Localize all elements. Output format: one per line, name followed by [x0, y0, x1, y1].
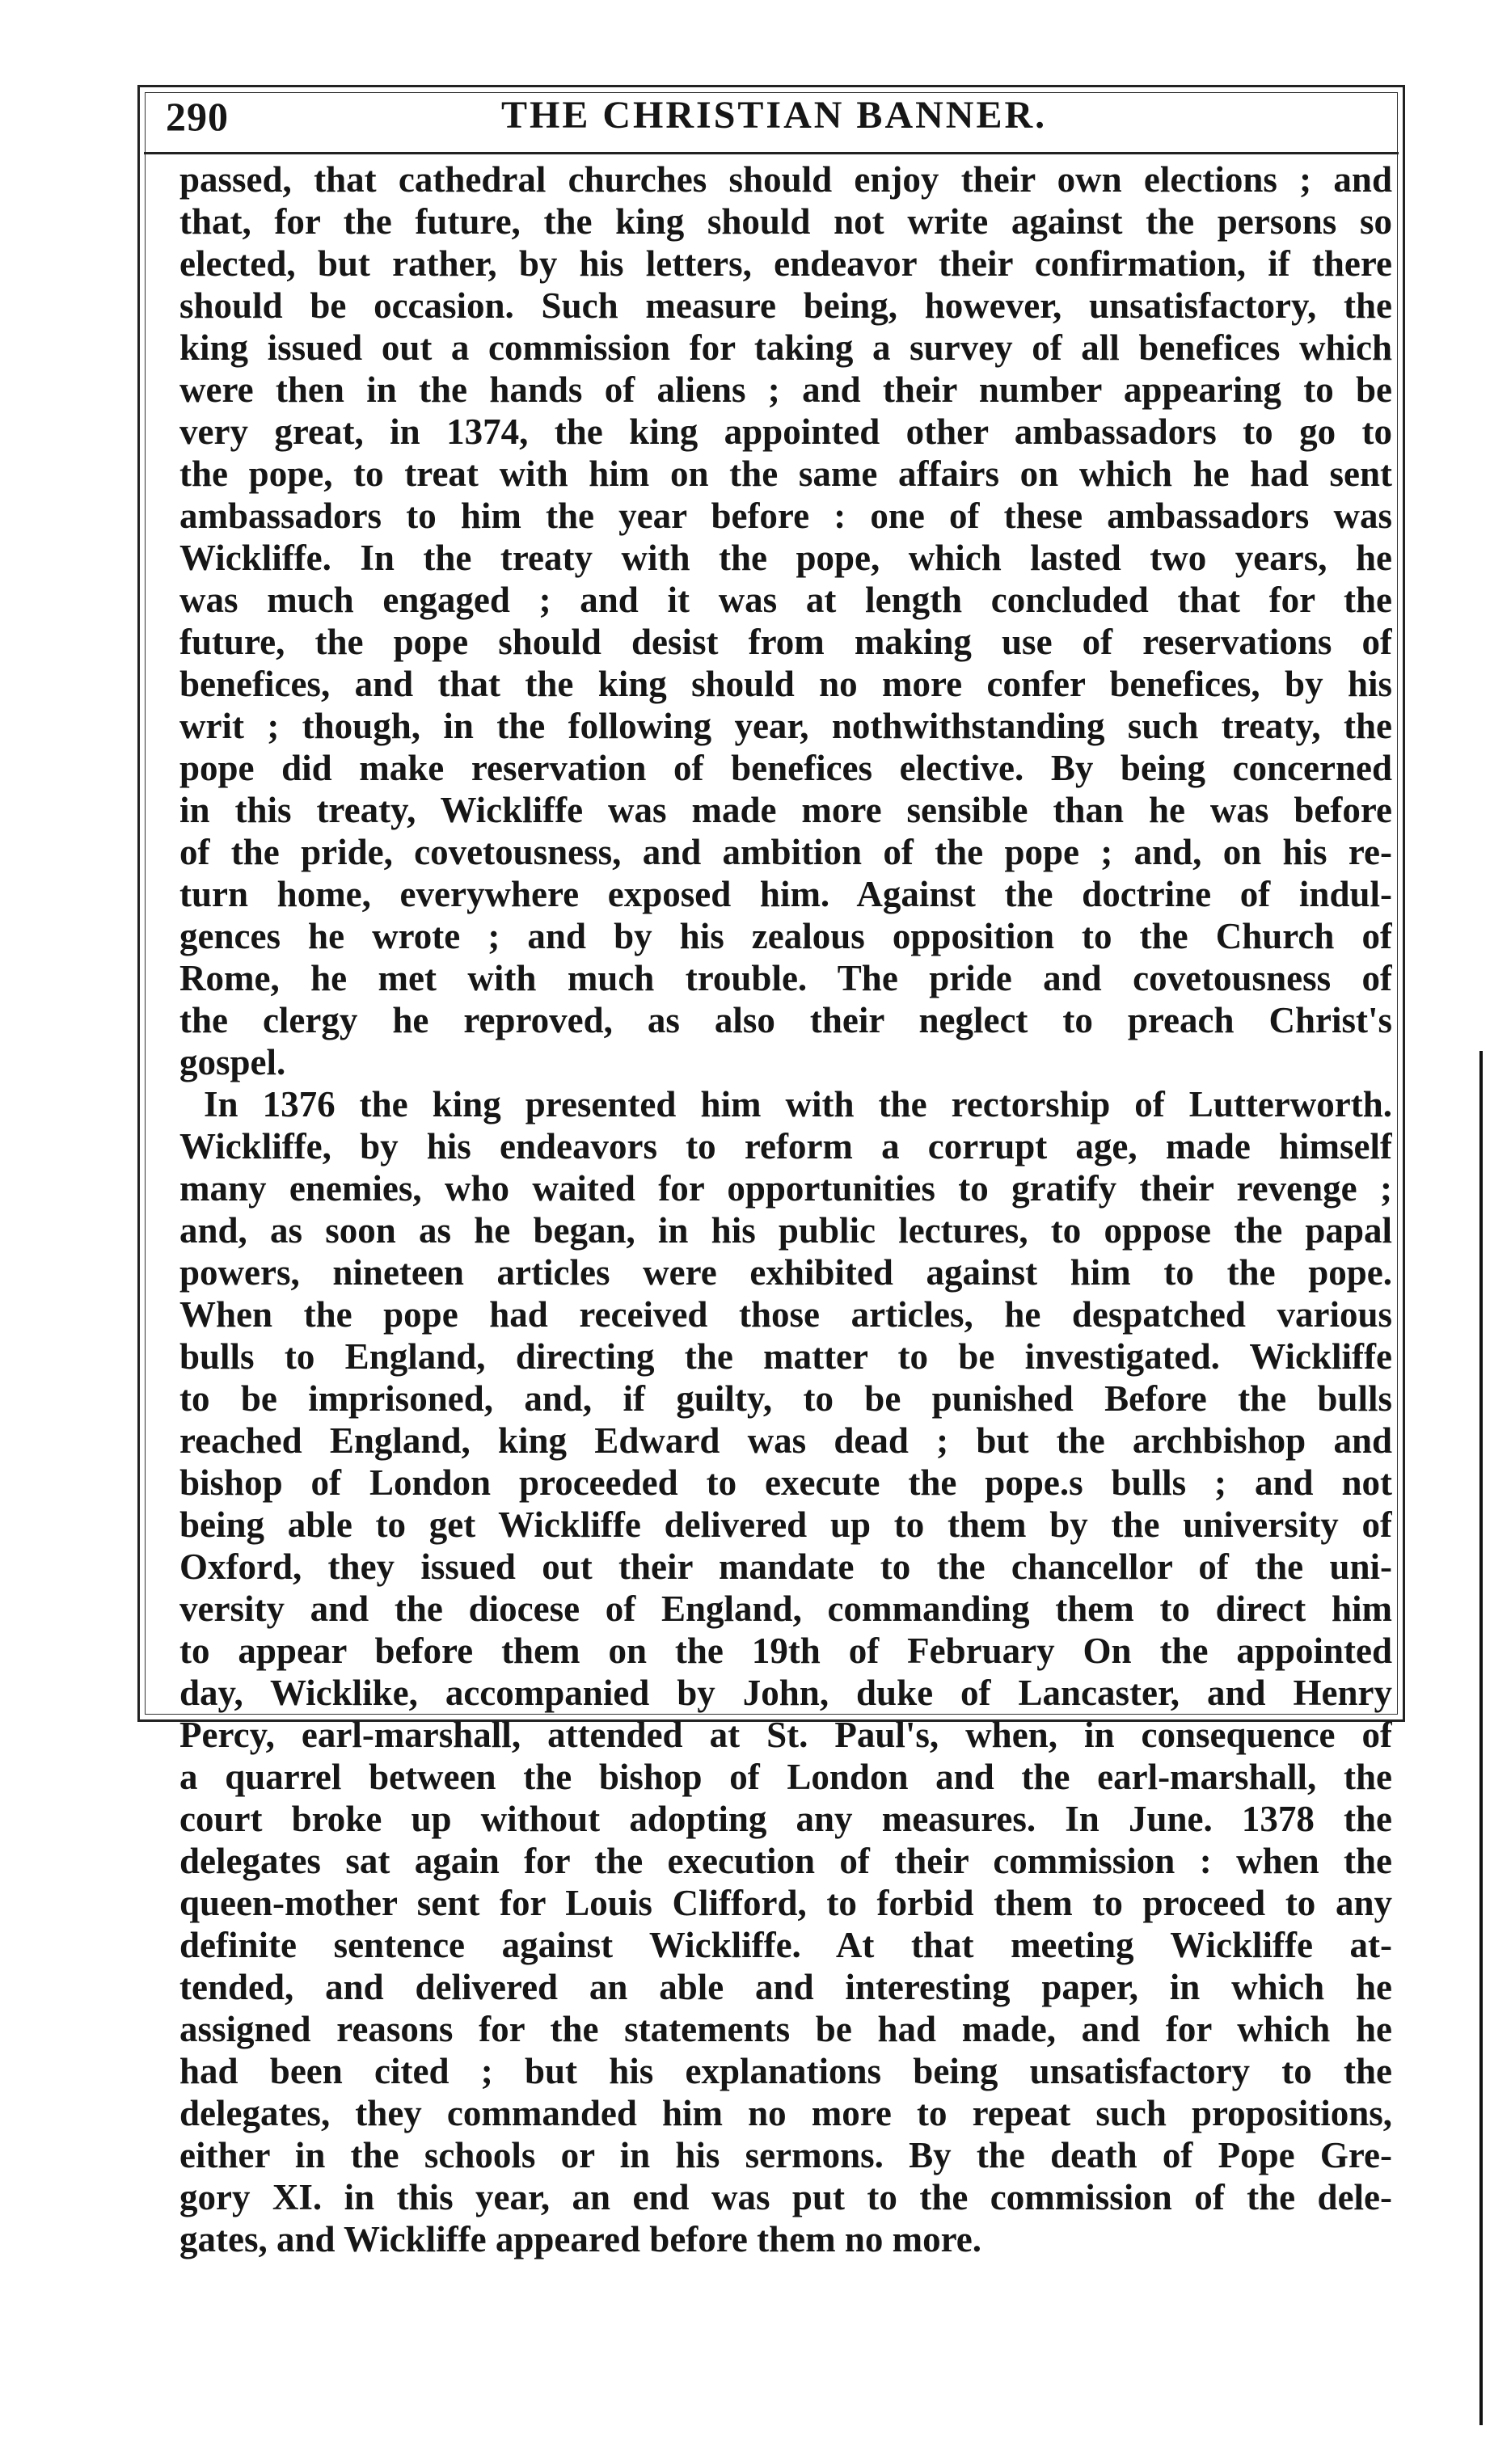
header-rule [144, 152, 1399, 154]
page-number: 290 [166, 94, 229, 139]
text-line: that, for the future, the king should not write against the persons so [179, 201, 1392, 242]
text-line: ambassadors to him the year before : one of these ambassadors was [179, 496, 1392, 536]
text-line: turn home, everywhere exposed him. Against the doctrine of indul- [179, 874, 1392, 914]
text-line: Percy, earl-marshall, attended at St. Paul's, when, in consequence of [179, 1715, 1392, 1755]
text-line: elected, but rather, by his letters, endeavor their confirmation, if there [179, 243, 1392, 284]
text-line: Oxford, they issued out their mandate to the chancellor of the uni- [179, 1546, 1392, 1587]
text-line: king issued out a commission for taking a survey of all benefices which [179, 327, 1392, 368]
text-line: definite sentence against Wickliffe. At that meeting Wickliffe at- [179, 1925, 1392, 1965]
text-line: future, the pope should desist from making use of reservations of [179, 622, 1392, 662]
text-line: many enemies, who waited for opportunities to gratify their revenge ; [179, 1168, 1392, 1209]
text-line: gates, and Wickliffe appeared before them no more. [179, 2219, 982, 2259]
text-line: should be occasion. Such measure being, however, unsatisfactory, the [179, 285, 1392, 326]
text-line: was much engaged ; and it was at length concluded that for the [179, 580, 1392, 620]
text-line: tended, and delivered an able and interesting paper, in which he [179, 1967, 1392, 2007]
text-line: Rome, he met with much trouble. The pride and covetousness of [179, 958, 1392, 998]
text-line: and, as soon as he began, in his public lectures, to oppose the papal [179, 1210, 1392, 1251]
text-line: either in the schools or in his sermons. By the death of Pope Gre- [179, 2135, 1392, 2175]
text-line: Wickliffe, by his endeavors to reform a corrupt age, made himself [179, 1126, 1392, 1167]
text-line: delegates sat again for the execution of their commission : when the [179, 1841, 1392, 1881]
text-line: had been cited ; but his explanations being unsatisfactory to the [179, 2051, 1392, 2091]
text-line: delegates, they commanded him no more to repeat such propositions, [179, 2093, 1392, 2133]
text-line: very great, in 1374, the king appointed other ambassadors to go to [179, 411, 1392, 452]
text-line: were then in the hands of aliens ; and their number appearing to be [179, 369, 1392, 410]
text-line: Wickliffe. In the treaty with the pope, which lasted two years, he [179, 538, 1392, 578]
text-line: versity and the diocese of England, commanding them to direct him [179, 1589, 1392, 1629]
text-line: gospel. [179, 1042, 286, 1082]
text-line: being able to get Wickliffe delivered up to them by the university of [179, 1504, 1392, 1545]
text-line: powers, nineteen articles were exhibited against him to the pope. [179, 1252, 1392, 1293]
text-line: benefices, and that the king should no more confer benefices, by his [179, 664, 1392, 704]
text-line: bulls to England, directing the matter to be investigated. Wickliffe [179, 1336, 1392, 1377]
text-line: passed, that cathedral churches should enjoy their own elections ; and [179, 159, 1392, 200]
body-text [179, 158, 1392, 2260]
text-line: to appear before them on the 19th of February On the appointed [179, 1631, 1392, 1671]
text-line: queen-mother sent for Louis Clifford, to forbid them to proceed to any [179, 1883, 1392, 1923]
text-line: When the pope had received those articles, he despatched various [179, 1294, 1392, 1335]
text-line: reached England, king Edward was dead ; but the archbishop and [179, 1420, 1392, 1461]
text-line: In 1376 the king presented him with the rectorship of Lutterworth. [204, 1084, 1392, 1124]
text-line: of the pride, covetousness, and ambition of the pope ; and, on his re- [179, 832, 1392, 872]
text-line: day, Wicklike, accompanied by John, duke of Lancaster, and Henry [179, 1673, 1392, 1713]
text-line: to be imprisoned, and, if guilty, to be punished Before the bulls [179, 1378, 1392, 1419]
running-title: THE CHRISTIAN BANNER. [501, 94, 1048, 137]
binding-edge-line [1479, 1051, 1483, 2425]
text-line: pope did make reservation of benefices elective. By being concerned [179, 748, 1392, 788]
text-line: the clergy he reproved, as also their neglect to preach Christ's [179, 1000, 1392, 1040]
text-line: assigned reasons for the statements be had made, and for which he [179, 2009, 1392, 2049]
text-line: court broke up without adopting any measures. In June. 1378 the [179, 1799, 1392, 1839]
text-line: a quarrel between the bishop of London and the earl-marshall, the [179, 1757, 1392, 1797]
text-line: in this treaty, Wickliffe was made more sensible than he was before [179, 790, 1392, 830]
text-line: gences he wrote ; and by his zealous opposition to the Church of [179, 916, 1392, 956]
text-line: gory XI. in this year, an end was put to the commission of the dele- [179, 2177, 1392, 2217]
text-line: bishop of London proceeded to execute the pope.s bulls ; and not [179, 1462, 1392, 1503]
text-line: writ ; though, in the following year, nothwithstanding such treaty, the [179, 706, 1392, 746]
text-line: the pope, to treat with him on the same affairs on which he had sent [179, 454, 1392, 494]
